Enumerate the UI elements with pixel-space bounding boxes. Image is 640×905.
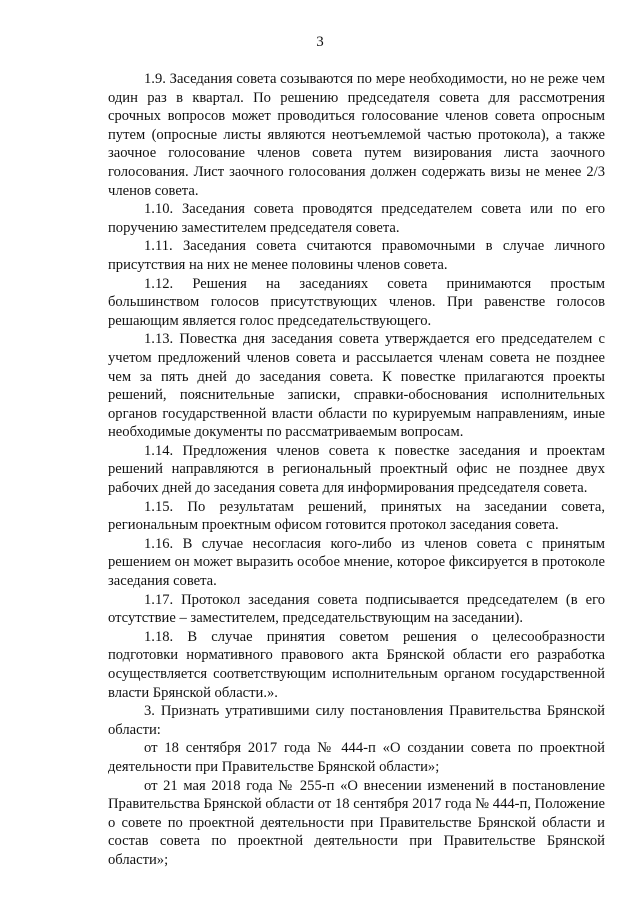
paragraph-1-12: 1.12. Решения на заседаниях совета принимаются простым большинством голосов присутствующих членов. При равенстве голосов решающим является голос председательствующего. (108, 275, 605, 329)
paragraph-1-15: 1.15. По результатам решений, принятых на заседании совета, региональным проектным офисом готовится протокол заседания совета. (108, 498, 605, 534)
paragraph-3: 3. Признать утратившими силу постановления Правительства Брянской области: (108, 703, 605, 738)
paragraph-1-11: 1.11. Заседания совета считаются правомочными в случае личного присутствия на них не менее половины членов совета. (108, 238, 605, 273)
page-number: 3 (316, 34, 324, 50)
paragraph-1-14: 1.14. Предложения членов совета к повестке заседания и проектам решений направляются в региональный проектный офис не позднее двух рабочих дней до заседания совета для информирования председателя совета. (108, 442, 605, 497)
paragraph-1-9: 1.9. Заседания совета созываются по мере необходимости, но не реже чем один раз в квартал. По решению председателя совета для рассмотрения срочных вопросов может проводиться голосование членов совета опросным путем (опросные листы являются неотъемлемой частью протокола), а также заочное голосование членов совета путем визирования листа заочного голосования. Лист заочного голосования должен содержать визы не менее 2/3 членов совета. (108, 71, 605, 199)
paragraph-1-17: 1.17. Протокол заседания совета подписывается председателем (в его отсутствие – заместителем, председательствующим на заседании). (108, 591, 605, 627)
paragraph-1-10: 1.10. Заседания совета проводятся председателем совета или по его поручению заместителем председателя совета. (108, 201, 605, 236)
document-body (108, 70, 605, 870)
paragraph-1-16: 1.16. В случае несогласия кого-либо из членов совета с принятым решением он может выразить особое мнение, которое фиксируется в протоколе заседания совета. (108, 535, 605, 590)
paragraph-1-18: 1.18. В случае принятия советом решения о целесообразности подготовки нормативного правового акта Брянской области его разработка осуществляется соответствующим исполнительным органом государственной власти Брянской области.». (108, 628, 605, 701)
paragraph-repeal-444: от 18 сентября 2017 года № 444-п «О создании совета по проектной деятельности при Правительстве Брянской области»; (108, 740, 605, 775)
paragraph-1-13: 1.13. Повестка дня заседания совета утверждается его председателем с учетом предложений членов совета и рассылается членам совета не позднее чем за пять дней до заседания совета. К повестке прилагаются проекты решений, пояснительные записки, справки-обоснования исполнительных органов государственной власти области по курируемым направлениям, иные необходимые документы по рассматриваемым вопросам. (108, 331, 605, 441)
paragraph-repeal-255: от 21 мая 2018 года № 255-п «О внесении изменений в постановление Правительства Брянской области от 18 сентября 2017 года № 444-п, Положение о совете по проектной деятельности при Правительстве Брянской области и состав совета по проектной деятельности при Правительстве Брянской области»; (108, 777, 605, 868)
